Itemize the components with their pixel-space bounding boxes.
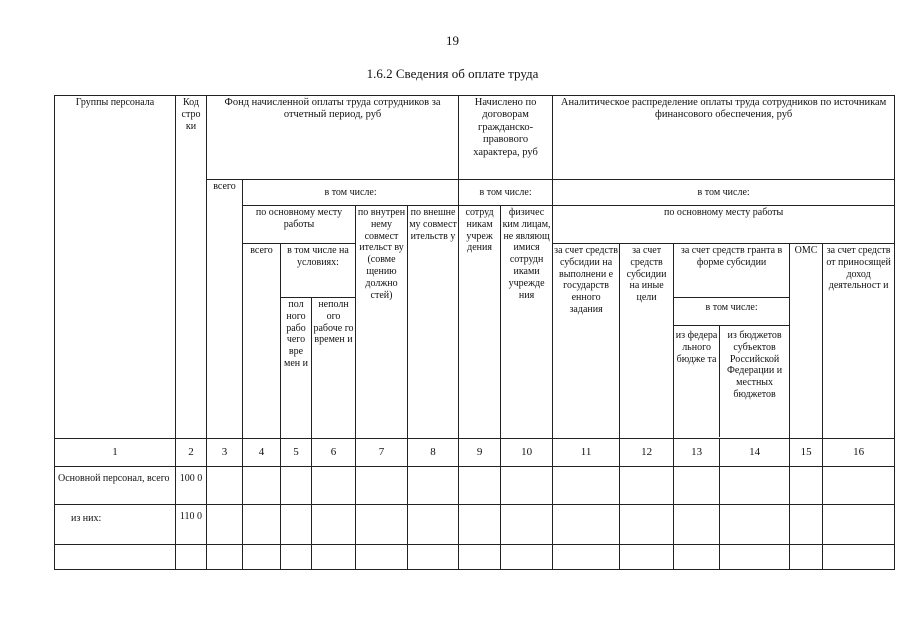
table-row — [55, 545, 895, 570]
header-fund-total: всего — [207, 180, 243, 439]
header-state-task: за счет средств субсидии на выполнени е государств енного задания — [553, 244, 620, 439]
header-main-job: по основному месту работы — [243, 206, 356, 244]
table-cell — [243, 505, 281, 545]
header-individuals: физичес ким лицам, не являющ имися сотрудн иками учрежде ния — [501, 206, 553, 439]
row-label: из них: — [55, 505, 176, 545]
table-cell — [408, 545, 459, 570]
table-cell — [790, 467, 823, 505]
table-row — [55, 467, 895, 505]
table-cell — [720, 467, 790, 505]
header-main-including: в том числе на условиях: — [281, 244, 356, 298]
row-label: Основной персонал, всего — [55, 467, 176, 505]
header-analytic: Аналитическое распределение оплаты труда сотрудников по источникам финансового обеспечения, руб — [553, 96, 895, 180]
page-number: 19 — [446, 33, 459, 48]
table-cell — [243, 467, 281, 505]
row-label — [55, 545, 176, 570]
header-federal: из федера льного бюдже та — [674, 326, 720, 437]
table-cell — [790, 545, 823, 570]
table-cell — [501, 505, 553, 545]
header-main-total: всего — [243, 244, 281, 439]
header-grant: за счет средств гранта в форме субсидии — [674, 244, 790, 298]
table-cell — [823, 467, 895, 505]
col-number: 16 — [823, 439, 895, 467]
header-income-activity: за счет средств от приносящей доход деятельност и — [823, 244, 895, 439]
col-number: 9 — [459, 439, 501, 467]
table-cell — [356, 545, 408, 570]
table-cell — [501, 467, 553, 505]
row-code — [176, 545, 207, 570]
col-number: 3 — [207, 439, 243, 467]
header-part-time: неполн ого рабоче го времен и — [312, 298, 356, 439]
header-analytic-including: в том числе: — [553, 180, 895, 206]
table-cell — [501, 545, 553, 570]
table-cell — [459, 505, 501, 545]
table-cell — [207, 505, 243, 545]
col-number: 2 — [176, 439, 207, 467]
header-civil-contracts: Начислено по договорам гражданско-правового характера, руб — [459, 96, 553, 180]
table-cell — [674, 545, 720, 570]
col-number: 15 — [790, 439, 823, 467]
header-external-part: по внешне му совмест ительств у — [408, 206, 459, 439]
table-cell — [312, 467, 356, 505]
table-cell — [720, 505, 790, 545]
col-number: 5 — [281, 439, 312, 467]
col-number: 1 — [55, 439, 176, 467]
col-number: 11 — [553, 439, 620, 467]
col-number: 13 — [674, 439, 720, 467]
header-main-job-analytic: по основному месту работы — [553, 206, 895, 244]
table-cell — [720, 545, 790, 570]
col-number: 10 — [501, 439, 553, 467]
col-number: 14 — [720, 439, 790, 467]
table-cell — [243, 545, 281, 570]
section-title: 1.6.2 Сведения об оплате труда — [366, 66, 539, 81]
table-cell — [207, 467, 243, 505]
table-cell — [553, 545, 620, 570]
header-civil-including: в том числе: — [459, 180, 553, 206]
header-grant-including: в том числе: — [674, 298, 789, 326]
table-cell — [356, 505, 408, 545]
payroll-table — [54, 95, 895, 570]
table-cell — [408, 505, 459, 545]
table-cell — [553, 505, 620, 545]
header-fund-including: в том числе: — [243, 180, 459, 206]
table-cell — [312, 545, 356, 570]
header-full-time: пол ного рабо чего вре мен и — [281, 298, 312, 439]
col-number: 12 — [620, 439, 674, 467]
table-cell — [459, 545, 501, 570]
table-cell — [674, 467, 720, 505]
col-number: 8 — [408, 439, 459, 467]
table-cell — [674, 505, 720, 545]
header-internal-part: по внутрен нему совмест ительст ву (совме щению должно стей) — [356, 206, 408, 439]
table-cell — [207, 545, 243, 570]
header-code: Код стро ки — [176, 96, 207, 439]
table-cell — [790, 505, 823, 545]
table-cell — [620, 467, 674, 505]
table-cell — [356, 467, 408, 505]
header-regional: из бюджетов субъектов Российской Федерации и местных бюджетов — [727, 330, 783, 400]
col-number: 7 — [356, 439, 408, 467]
header-fund: Фонд начисленной оплаты труда сотрудников за отчетный период, руб — [207, 96, 459, 180]
table-cell — [553, 467, 620, 505]
table-cell — [620, 545, 674, 570]
table-cell — [408, 467, 459, 505]
header-staff: сотруд никам учреж дения — [459, 206, 501, 439]
row-code: 100 0 — [176, 467, 207, 505]
table-cell — [281, 545, 312, 570]
table-cell — [281, 505, 312, 545]
row-code: 110 0 — [176, 505, 207, 545]
table-cell — [823, 545, 895, 570]
table-cell — [312, 505, 356, 545]
col-number: 4 — [243, 439, 281, 467]
table-cell — [823, 505, 895, 545]
table-cell — [281, 467, 312, 505]
table-row — [55, 505, 895, 545]
table-cell — [620, 505, 674, 545]
table-cell — [459, 467, 501, 505]
header-oms: ОМС — [790, 244, 823, 439]
col-number: 6 — [312, 439, 356, 467]
header-groups: Группы персонала — [55, 96, 176, 439]
header-other-subsidy: за счет средств субсидии на иные цели — [620, 244, 674, 439]
